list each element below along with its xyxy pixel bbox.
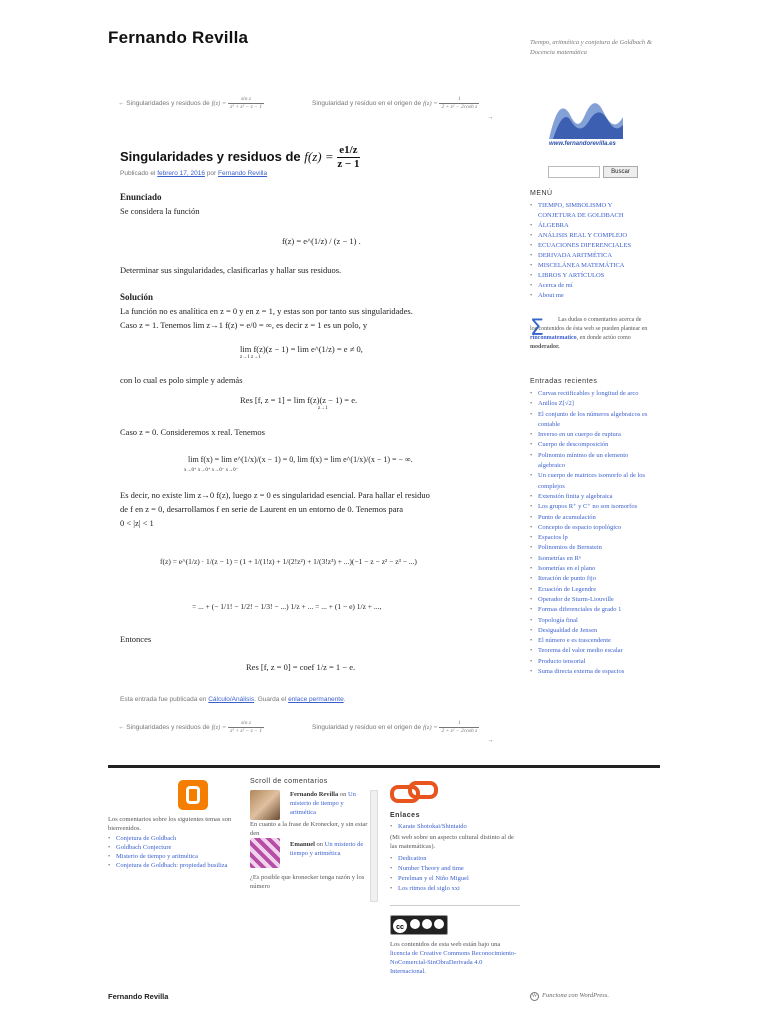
post-footer: Esta entrada fue publicada en Cálculo/Análisis. Guarda el enlace permanente. [120, 696, 346, 703]
menu-item[interactable] [530, 201, 650, 221]
next-post-link-bottom[interactable]: Singularidad y residuo en el origen de f(z) = $\frac{1}{\text{2 + z² − 2cosh z}}$ [312, 720, 478, 734]
menu-link[interactable]: LIBROS Y ARTÍCULOS [538, 272, 605, 279]
site-description: Tiempo, aritmética y conjetura de Goldbach & Docencia matemática [530, 39, 652, 56]
recent-post-link[interactable]: Polinomio mínimo de un elemento algebraico [538, 451, 629, 470]
menu-item[interactable] [530, 221, 650, 231]
recent-post-link[interactable]: Un cuerpo de matrices isomorfo al de los complejos [538, 472, 646, 490]
recent-post-link[interactable]: Producto tensorial [538, 657, 586, 665]
blogger-topic-link[interactable]: Conjetura de Goldbach: propiedad busiliza [116, 862, 228, 869]
blogger-topic-item[interactable] [108, 834, 236, 843]
recent-post-link[interactable]: Punto de acumulación [538, 513, 596, 521]
recent-post-item[interactable] [530, 646, 650, 656]
menu-link[interactable]: TIEMPO, SIMBOLISMO Y CONJETURA DE GOLDBACH [538, 202, 624, 219]
recent-post-item[interactable] [530, 440, 650, 450]
menu-list [530, 201, 650, 301]
menu-item[interactable] [530, 241, 650, 251]
recent-post-link[interactable]: Curvas rectificables y longitud de arco [538, 390, 639, 397]
next-post-fraction: $\frac{1}{\text{2 + z² − 2cosh z}}$ [441, 96, 478, 110]
recent-posts-title: Entradas recientes [530, 378, 598, 385]
recent-post-item[interactable] [530, 513, 650, 523]
comment-1-text: En cuanto a la frase de Kronecker, y sin estar den [250, 821, 368, 837]
recent-post-link[interactable]: El conjunto de los números algebraicos es contable [538, 410, 648, 428]
recent-post-link[interactable]: Inverso en un cuerpo de ruptura [538, 431, 621, 439]
recent-post-link[interactable]: Anillos Z[√2] [538, 400, 574, 408]
comment-2-link[interactable]: Un misterio de tiempo y aritmética [290, 841, 364, 857]
solution-line-5: Es decir, no existe lim z→0 f(z), luego z = 0 es singularidad esencial. Para hallar el residuo [120, 490, 430, 500]
blogger-topic-item[interactable] [108, 861, 236, 870]
recent-post-item[interactable] [530, 626, 650, 636]
next-arrow[interactable]: → [487, 114, 494, 121]
comments-scrollbar[interactable] [370, 790, 378, 902]
menu-item[interactable] [530, 281, 650, 291]
recent-post-link[interactable]: Isometrías en Rⁿ [538, 554, 581, 562]
recent-post-item[interactable] [530, 585, 650, 595]
logo-text: www.fernandorevilla.es [549, 141, 616, 147]
recent-post-item[interactable] [530, 636, 650, 646]
recent-post-item[interactable] [530, 564, 650, 574]
category-link[interactable]: Cálculo/Análisis [208, 696, 255, 703]
search-button[interactable]: Buscar [603, 166, 638, 178]
sigma-icon: Σ [530, 316, 544, 341]
recent-post-item[interactable] [530, 502, 650, 512]
recent-post-item[interactable] [530, 451, 650, 472]
external-link[interactable]: Number Theory and time [398, 865, 464, 872]
prev-post-link-bottom[interactable]: ← Singularidades y residuos de f(z) = $\frac{\text{sin z}}{\text{z³ + z² − z − 1}}$ [118, 720, 262, 734]
external-item[interactable] [390, 874, 520, 884]
post-date-link[interactable]: febrero 17, 2016 [157, 170, 205, 177]
recent-post-link[interactable]: Teorema del valor medio escalar [538, 647, 623, 655]
avatar-fernando [250, 790, 280, 820]
permalink-link[interactable]: enlace permanente [288, 696, 344, 703]
recent-post-link[interactable]: Iteración de punto fijo [538, 575, 596, 583]
recent-post-link[interactable]: Cuerpo de descomposición [538, 441, 609, 449]
comment-2: Emanuel on Un misterio de tiempo y aritmética [290, 841, 364, 857]
site-title[interactable]: Fernando Revilla [108, 28, 249, 47]
comment-1: Fernando Revilla on Un misterio de tiempo y aritmética [290, 791, 356, 816]
recent-post-item[interactable] [530, 616, 650, 626]
recent-post-link[interactable]: Ecuación de Legendre [538, 585, 597, 593]
solution-line-7: 0 < |z| < 1 [120, 518, 154, 528]
menu-item[interactable] [530, 231, 650, 241]
external-item[interactable] [390, 864, 520, 874]
equation-lim-z1: lim f(z)(z − 1) = lim e^(1/z) = e ≠ 0, [240, 344, 363, 354]
entonces-text: Entonces [120, 634, 152, 644]
equation-lims-z0: lim f(x) = lim e^(1/x)/(x − 1) = 0, lim f(x) = lim e^(1/x)/(x − 1) = − ∞. [188, 455, 413, 464]
links-list-first [390, 822, 520, 832]
equation-lims-z0-sub: x→0⁺ x→0⁺ x→0⁻ x→0⁻ [184, 468, 239, 473]
menu-item[interactable] [530, 261, 650, 271]
external-item[interactable] [390, 822, 520, 832]
solution-line-4: Caso z = 0. Consideremos x real. Tenemos [120, 427, 265, 437]
footer-site-title[interactable]: Fernando Revilla [108, 992, 169, 1001]
cc-text: Los contenidos de esta web están bajo una licencia de Creative Commons Reconocimiento-NoComercial-SinObraDerivada 4.0 Internacional. [390, 941, 517, 975]
links-list-rest [390, 854, 520, 894]
recent-post-item[interactable] [530, 554, 650, 564]
links-note: (Mi web sobre un aspecto cultural distinto al de las matemáticas). [390, 834, 514, 850]
recent-post-item[interactable] [530, 595, 650, 605]
comments-title: Scroll de comentarios [250, 778, 328, 785]
menu-link[interactable]: ECUACIONES DIFERENCIALES [538, 242, 631, 249]
menu-link[interactable]: DERIVADA ARITMÉTICA [538, 252, 613, 259]
wordpress-icon: W [531, 993, 538, 999]
menu-item[interactable] [530, 291, 650, 301]
next-arrow-bottom[interactable]: → [487, 737, 494, 744]
recent-post-link[interactable]: Espacios lp [538, 534, 568, 542]
blogger-topic-item[interactable] [108, 852, 236, 861]
recent-post-item[interactable] [530, 605, 650, 615]
recent-post-link[interactable]: Los grupos R⁺ y C⁺ no son isomorfos [538, 503, 638, 511]
equation-res-z1-sub: z→1 [318, 406, 328, 411]
recent-post-link[interactable]: Isometrías en el plano [538, 565, 596, 573]
equation-fz-definition: f(z) = e^(1/z) / (z − 1) . [282, 236, 361, 246]
external-link[interactable]: Karate Shotokai/Shintaido [398, 823, 467, 830]
menu-link[interactable]: About me [538, 292, 564, 299]
recent-post-item[interactable] [530, 389, 650, 399]
title-fraction: $\frac{e1/z}{z - 1}$ [337, 144, 360, 170]
recent-posts-list [530, 389, 650, 677]
blogger-topic-link[interactable]: Misterio de tiempo y aritmética [116, 853, 198, 860]
solucion-heading: Solución [120, 292, 154, 302]
next-post-label[interactable]: Singularidad y residuo en el origen de [312, 100, 422, 108]
equation-laurent-2: = ... + (− 1/1! − 1/2! − 1/3! − ...) 1/z + ... = ... + (1 − e) 1/z + ..., [192, 602, 382, 611]
next-post-math: f(z) = [422, 100, 438, 108]
determinar-text: Determinar sus singularidades, clasificarlas y hallar sus residuos. [120, 265, 342, 275]
equation-res-z1: Res [f, z = 1] = lim f(z)(z − 1) = e. [240, 395, 358, 405]
post-author-link[interactable]: Fernando Revilla [217, 170, 268, 177]
recent-post-item[interactable] [530, 399, 650, 409]
recent-post-item[interactable] [530, 657, 650, 667]
sigma-note: Las dudas o comentarios acerca de los contenidos de ésta web se pueden plantear en rinconmatematico, en donde actúo como moderador. [530, 317, 648, 350]
enunciado-heading: Enunciado [120, 192, 162, 202]
prev-post-math: f(z) = [211, 100, 227, 108]
recent-post-link[interactable]: El número e es trascendente [538, 637, 611, 645]
cc-license-link[interactable]: licencia de Creative Commons Reconocimiento-NoComercial-SinObraDerivada 4.0 Internacional [390, 950, 517, 975]
chain-link-icon [390, 780, 438, 806]
recent-post-link[interactable]: Suma directa externa de espacios [538, 668, 625, 676]
recent-post-item[interactable] [530, 430, 650, 440]
recent-post-link[interactable]: Operador de Sturm-Liouville [538, 595, 614, 603]
external-link[interactable]: Los ritmos del siglo xxi [398, 885, 460, 892]
search-input[interactable] [548, 166, 600, 178]
menu-title: MENÚ [530, 190, 553, 197]
recent-post-item[interactable] [530, 533, 650, 543]
site-logo[interactable] [545, 95, 627, 151]
equation-lim-z1-sub: z→1 z→1 [240, 355, 261, 360]
recent-post-link[interactable]: Topología final [538, 616, 578, 624]
recent-post-link[interactable]: Polinomios de Bernstein [538, 544, 602, 552]
external-item[interactable] [390, 854, 520, 864]
comment-1-link[interactable]: Un misterio de tiempo y aritmética [290, 791, 356, 816]
menu-link[interactable]: ANÁLISIS REAL Y COMPLEJO [538, 232, 628, 239]
post-meta: Publicado el febrero 17, 2016 por Fernando Revilla [120, 170, 268, 177]
menu-link[interactable]: ÁLGEBRA [538, 222, 569, 229]
recent-post-item[interactable] [530, 667, 650, 677]
external-link[interactable]: Dedication [398, 855, 427, 862]
post-title: Singularidades y residuos de f(z) = $\frac{e1/z}{z - 1}$ [120, 144, 360, 170]
recent-post-item[interactable] [530, 574, 650, 584]
solution-line-3: con lo cual es polo simple y además [120, 375, 243, 385]
comment-2-text: ¿Es posible que kronecker tenga razón y los número [250, 874, 365, 890]
next-post-link[interactable] [312, 96, 479, 111]
creative-commons-badge[interactable] [390, 915, 448, 935]
blogger-text: Los comentarios sobre los siguientes temas son bienvenidos. [108, 816, 232, 832]
menu-link[interactable]: MISCELÁNEA MATEMÁTICA [538, 262, 625, 269]
solution-line-6: de f en z = 0, desarrollamos f en serie de Laurent en un entorno de 0. Tenemos para [120, 504, 404, 514]
blogger-topic-link[interactable]: Conjetura de Goldbach [116, 835, 177, 842]
equation-res-z0: Res [f, z = 0] = coef 1/z = 1 − e. [246, 662, 356, 672]
links-title: Enlaces [390, 812, 420, 819]
recent-post-link[interactable]: Formas diferenciales de grado 1 [538, 606, 622, 614]
recent-post-item[interactable] [530, 410, 650, 431]
blogger-list [108, 834, 236, 870]
blogger-icon[interactable] [178, 780, 208, 810]
recent-post-item[interactable] [530, 471, 650, 492]
recent-post-item[interactable] [530, 523, 650, 533]
prev-post-fraction: $\frac{\text{sin z}}{\text{z³ + z² − z − 1}}$ [230, 96, 262, 110]
recent-post-item[interactable] [530, 492, 650, 502]
rinconmatematico-link[interactable]: rinconmatematico [530, 335, 577, 341]
solution-line-2: Caso z = 1. Tenemos lim z→1 f(z) = e/0 = ∞, es decir z = 1 es un polo, y [120, 320, 368, 330]
external-link[interactable]: Perelman y el Niño Miguel [398, 875, 469, 882]
footer-divider [108, 765, 660, 768]
solution-line-1: La función no es analítica en z = 0 y en z = 1, y estas son por tanto sus singularidades. [120, 306, 413, 316]
recent-post-link[interactable]: Desigualdad de Jensen [538, 626, 598, 634]
avatar-emanuel [250, 838, 280, 868]
recent-post-link[interactable]: Concepto de espacio topológico [538, 523, 622, 531]
blogger-topic-item[interactable] [108, 843, 236, 852]
blogger-topic-link[interactable]: Goldbach Conjecture [116, 844, 172, 851]
enunciado-text: Se considera la función [120, 206, 200, 216]
menu-link[interactable]: Acerca de mí [538, 282, 573, 289]
prev-post-link[interactable] [118, 96, 264, 111]
recent-post-item[interactable] [530, 543, 650, 553]
powered-by[interactable]: Funciona con WordPress. [542, 992, 609, 999]
links-divider [390, 905, 520, 906]
menu-item[interactable] [530, 251, 650, 261]
equation-laurent-1: f(z) = e^(1/z) · 1/(z − 1) = (1 + 1/(1!z) + 1/(2!z²) + 1/(3!z³) + ...)(−1 − z − z² − z³ − ...) [160, 557, 417, 566]
prev-post-label[interactable]: ← Singularidades y residuos de [118, 100, 210, 108]
menu-item[interactable] [530, 271, 650, 281]
recent-post-link[interactable]: Extensión finita y algebraica [538, 492, 613, 500]
svg-text:cc: cc [396, 924, 404, 931]
external-item[interactable] [390, 884, 520, 894]
